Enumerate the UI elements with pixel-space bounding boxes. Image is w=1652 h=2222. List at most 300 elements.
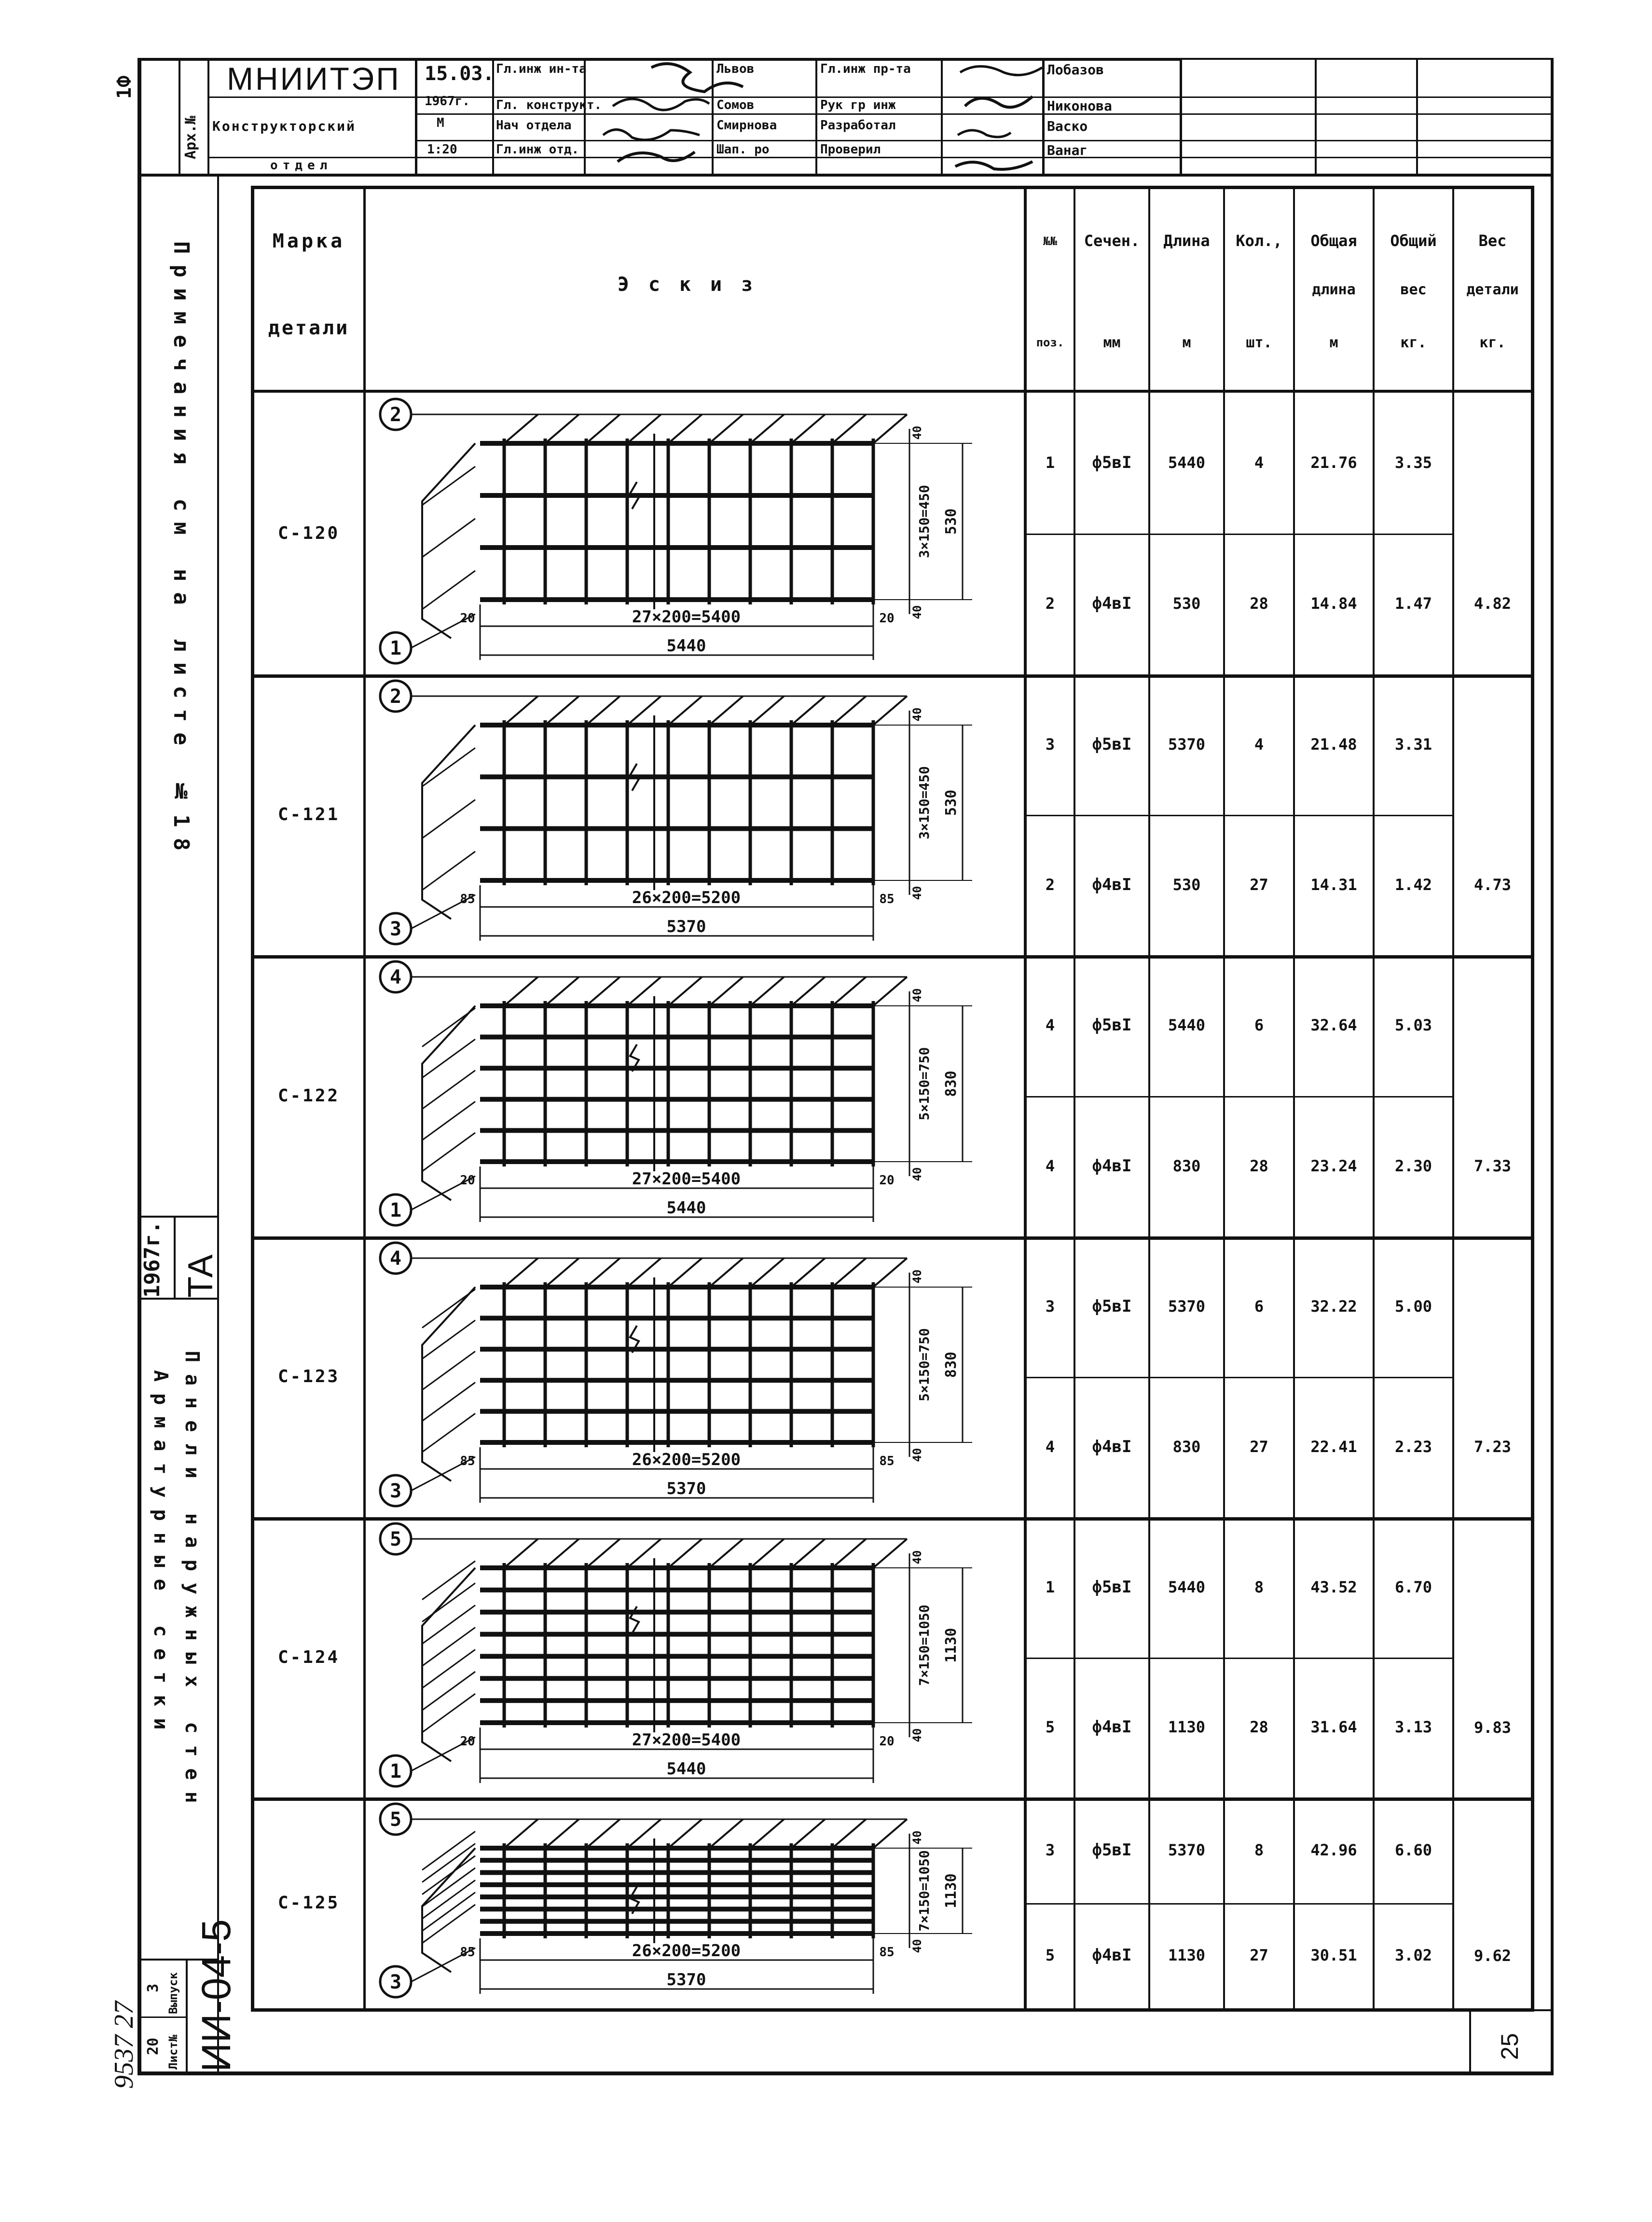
part-mark: С-123 [277, 1367, 340, 1387]
cell-pos: 1 [1045, 1577, 1055, 1596]
top-offset-dimension: 40 [910, 988, 924, 1002]
perspective-line [504, 1539, 538, 1568]
dept-name-2: отдел [270, 158, 332, 173]
header-section: Сечен. [1084, 232, 1140, 250]
total-length-dimension: 5440 [666, 1198, 706, 1218]
spacing-dimension: 26×200=5200 [632, 1941, 741, 1961]
bottom-offset-dimension: 40 [910, 1728, 924, 1742]
cell-pos: 5 [1045, 1946, 1055, 1965]
perspective-line [750, 977, 784, 1006]
cell-tot: 21.76 [1310, 453, 1357, 472]
ta-label: ТА [181, 1254, 220, 1298]
header-total-length: Общая [1310, 232, 1357, 250]
cell-pos: 4 [1045, 1437, 1055, 1456]
cell-tot: 43.52 [1310, 1577, 1357, 1596]
spacing-dimension: 27×200=5400 [632, 1169, 741, 1189]
position-callout-bottom [380, 1475, 411, 1506]
perspective-line [668, 1819, 702, 1848]
edge-dimension-right: 85 [879, 1945, 895, 1960]
cell-qty: 4 [1254, 453, 1264, 472]
header-total-weight-unit: кг. [1400, 334, 1427, 351]
edge-dimension-right: 20 [879, 611, 895, 626]
org-name: МНИИТЭП [227, 61, 401, 96]
name-2-4: Ванаг [1047, 142, 1088, 158]
cell-qty: 6 [1254, 1016, 1264, 1035]
side-diagonal [422, 1133, 475, 1171]
part-weight: 4.73 [1473, 875, 1512, 894]
side-diagonal [422, 1672, 475, 1710]
side-diagonal [422, 1649, 475, 1688]
name-2-3: Васко [1047, 118, 1088, 134]
callout-number: 1 [389, 1760, 402, 1783]
header-qty: Кол., [1236, 232, 1282, 250]
page-number: 25 [1496, 2033, 1523, 2060]
mesh-height-dimension: 830 [943, 1351, 960, 1378]
sheet-label: Лист№ [166, 2034, 180, 2070]
cell-sect: ф5вI [1092, 1015, 1132, 1035]
cell-tot: 14.84 [1310, 594, 1357, 613]
cell-pos: 3 [1045, 735, 1055, 754]
cell-sect: ф5вI [1092, 453, 1132, 473]
position-callout-top [380, 399, 411, 430]
cell-tot: 30.51 [1310, 1946, 1357, 1965]
cell-pos: 1 [1045, 453, 1055, 472]
perspective-line [545, 414, 579, 443]
cell-tot: 32.22 [1310, 1297, 1357, 1316]
perspective-line [791, 696, 825, 725]
cell-tot: 23.24 [1310, 1156, 1357, 1175]
edge-dimension-right: 20 [879, 1173, 895, 1188]
side-diagonal [422, 1351, 475, 1390]
cell-sect: ф4вI [1092, 1946, 1132, 1965]
cell-len: 1130 [1168, 1946, 1206, 1965]
cell-pos: 2 [1045, 594, 1055, 613]
perspective-line [750, 1539, 784, 1568]
frame-bottom-line [138, 2071, 1554, 2075]
cell-tot: 14.31 [1310, 875, 1357, 894]
position-callout-top [380, 961, 411, 992]
bottom-offset-dimension: 40 [910, 1167, 924, 1181]
part-weight: 9.62 [1473, 1946, 1512, 1965]
cell-sect: ф4вI [1092, 594, 1132, 614]
part-mark: С-121 [277, 805, 340, 825]
cell-len: 5370 [1168, 735, 1206, 754]
corner-sign: 1Ф [113, 75, 136, 99]
side-diagonal [422, 1320, 475, 1359]
side-diagonal [422, 1561, 475, 1600]
side-diagonal [422, 800, 475, 838]
header-total-length-unit: м [1329, 334, 1338, 351]
perspective-line [832, 1819, 866, 1848]
cell-qty: 8 [1254, 1577, 1264, 1596]
cell-sect: ф4вI [1092, 1717, 1132, 1737]
perspective-line [709, 977, 743, 1006]
cell-len: 5370 [1168, 1840, 1206, 1859]
cell-sect: ф5вI [1092, 734, 1132, 754]
name-2-2: Никонова [1047, 98, 1112, 114]
bottom-offset-dimension: 40 [910, 1448, 924, 1462]
cell-pos: 3 [1045, 1297, 1055, 1316]
mesh-height-dimension: 1130 [943, 1628, 960, 1663]
perspective-line [832, 1258, 866, 1287]
spacing-dimension: 27×200=5400 [632, 607, 741, 627]
side-diagonal [422, 1583, 475, 1622]
cell-tot: 32.64 [1310, 1016, 1357, 1035]
perspective-line [791, 1258, 825, 1287]
perspective-line [627, 414, 661, 443]
top-offset-dimension: 40 [910, 1550, 924, 1564]
perspective-line [504, 696, 538, 725]
side-diagonal [422, 1880, 475, 1919]
callout-number: 5 [389, 1809, 402, 1831]
perspective-line [586, 1819, 620, 1848]
cell-pos: 3 [1045, 1840, 1055, 1859]
perspective-line [545, 1539, 579, 1568]
perspective-line [627, 1819, 661, 1848]
bar-spacing-dimension: 5×150=750 [916, 1328, 932, 1401]
mesh-sketch [367, 1520, 1023, 1795]
bottom-offset-dimension: 40 [910, 605, 924, 619]
mesh-sketch [367, 1239, 1023, 1515]
header-mark-2: детали [268, 317, 350, 339]
spacing-dimension: 26×200=5200 [632, 1450, 741, 1469]
side-edge [422, 1568, 475, 1761]
perspective-line [750, 414, 784, 443]
stamp-date: 15.03. [425, 63, 495, 85]
perspective-line [627, 696, 661, 725]
perspective-line [709, 1258, 743, 1287]
perspective-line [709, 1819, 743, 1848]
cell-tot: 22.41 [1310, 1437, 1357, 1456]
cell-w: 3.02 [1394, 1946, 1432, 1965]
cell-w: 3.31 [1394, 735, 1432, 754]
bar-spacing-dimension: 5×150=750 [916, 1047, 932, 1121]
part-weight: 7.33 [1473, 1157, 1512, 1176]
edge-dimension-left: 85 [460, 892, 475, 906]
perspective-line [832, 414, 866, 443]
perspective-line [750, 1819, 784, 1848]
perspective-line [586, 977, 620, 1006]
perspective-line [832, 977, 866, 1006]
cell-tot: 42.96 [1310, 1840, 1357, 1859]
cell-len: 5440 [1168, 453, 1206, 472]
side-diagonal [422, 1008, 475, 1047]
perspective-line [873, 696, 907, 725]
bar-spacing-dimension: 3×150=450 [916, 766, 932, 839]
side-diagonal [422, 1070, 475, 1109]
cell-sect: ф5вI [1092, 1296, 1132, 1316]
cell-qty: 27 [1250, 875, 1268, 894]
cell-pos: 4 [1045, 1016, 1055, 1035]
callout-number: 5 [389, 1528, 402, 1550]
role-2-1: Гл.инж пр-та [820, 62, 911, 76]
header-qty-unit: шт. [1246, 334, 1272, 351]
total-length-dimension: 5370 [666, 917, 706, 936]
callout-number: 3 [389, 1971, 402, 1993]
perspective-line [586, 696, 620, 725]
cell-w: 1.42 [1394, 875, 1432, 894]
callout-number: 3 [389, 1480, 402, 1502]
perspective-line [668, 414, 702, 443]
cell-len: 1130 [1168, 1718, 1206, 1737]
perspective-line [545, 1819, 579, 1848]
header-mark: Марка [272, 230, 345, 252]
role-1-2: Гл. конструкт. [496, 98, 602, 112]
position-callout-bottom [380, 913, 411, 944]
edge-dimension-left: 20 [460, 1173, 475, 1188]
header-pos-2: поз. [1036, 335, 1064, 349]
cell-sect: ф5вI [1092, 1840, 1132, 1860]
top-offset-dimension: 40 [910, 707, 924, 722]
perspective-line [709, 1539, 743, 1568]
cell-w: 6.60 [1394, 1840, 1432, 1859]
side-diagonal [422, 1039, 475, 1078]
sheet-number: 20 [145, 2037, 162, 2055]
issue-number: 3 [145, 1983, 162, 1992]
name-1-4: Шап. ро [716, 142, 770, 157]
spacing-dimension: 27×200=5400 [632, 1730, 741, 1750]
cell-sect: ф4вI [1092, 875, 1132, 894]
header-total-weight-2: вес [1400, 281, 1427, 298]
position-callout-top [380, 1243, 411, 1274]
perspective-line [586, 1258, 620, 1287]
cell-qty: 6 [1254, 1297, 1264, 1316]
bar-spacing-dimension: 7×150=1050 [916, 1850, 932, 1932]
header-length: Длина [1163, 232, 1210, 250]
side-diagonal [422, 1831, 475, 1870]
part-mark: С-122 [277, 1085, 340, 1106]
role-1-4: Гл.инж отд. [496, 142, 579, 157]
cell-w: 1.47 [1394, 594, 1432, 613]
side-diagonal [422, 1289, 475, 1328]
callout-number: 2 [389, 404, 402, 426]
cell-len: 5440 [1168, 1016, 1206, 1035]
side-diagonal [422, 1413, 475, 1452]
name-1-3: Смирнова [716, 118, 777, 133]
cell-w: 3.13 [1394, 1718, 1432, 1737]
position-callout-bottom [380, 1756, 411, 1786]
perspective-line [545, 977, 579, 1006]
ta-year: 1967г. [140, 1221, 165, 1298]
header-sketch: Эскиз [617, 274, 772, 296]
cell-w: 5.00 [1394, 1297, 1432, 1316]
mesh-sketch [367, 677, 1023, 953]
frame-right-line [1551, 58, 1554, 2074]
cell-sect: ф4вI [1092, 1156, 1132, 1176]
position-callout-bottom [380, 1966, 411, 1997]
perspective-line [504, 977, 538, 1006]
mesh-sketch [367, 958, 1023, 1234]
callout-number: 2 [389, 686, 402, 708]
total-length-dimension: 5370 [666, 1479, 706, 1498]
side-diagonal [422, 1905, 475, 1943]
cell-tot: 31.64 [1310, 1718, 1357, 1737]
side-diagonal [422, 851, 475, 890]
perspective-line [873, 1539, 907, 1568]
cell-w: 5.03 [1394, 1016, 1432, 1035]
bottom-offset-dimension: 40 [910, 886, 924, 900]
part-weight: 9.83 [1473, 1718, 1512, 1737]
perspective-line [668, 1539, 702, 1568]
top-offset-dimension: 40 [910, 425, 924, 440]
edge-dimension-left: 20 [460, 611, 475, 626]
archive-label: Арх.№ [182, 115, 199, 159]
role-2-2: Рук гр инж [820, 98, 896, 112]
role-1-3: Нач отдела [496, 118, 572, 133]
side-diagonal [422, 1627, 475, 1666]
sheet-title-2: Арматурные сетки [150, 1370, 172, 1742]
spacing-dimension: 26×200=5200 [632, 888, 741, 907]
perspective-line [873, 1258, 907, 1287]
frame-top-line [138, 174, 1554, 177]
cell-qty: 8 [1254, 1840, 1264, 1859]
callout-number: 4 [389, 1248, 402, 1270]
cell-len: 530 [1172, 594, 1201, 613]
side-diagonal [422, 571, 475, 609]
side-diagonal [422, 1101, 475, 1140]
header-pos: №№ [1043, 234, 1057, 248]
perspective-line [668, 1258, 702, 1287]
mesh-sketch [367, 1800, 1023, 2006]
cell-sect: ф4вI [1092, 1437, 1132, 1456]
perspective-line [545, 696, 579, 725]
cell-qty: 28 [1250, 1156, 1268, 1175]
cell-qty: 4 [1254, 735, 1264, 754]
scale-label: М [437, 116, 444, 130]
callout-number: 1 [389, 637, 402, 659]
position-callout-bottom [380, 632, 411, 663]
perspective-line [873, 977, 907, 1006]
top-offset-dimension: 40 [910, 1830, 924, 1845]
part-weight: 7.23 [1473, 1437, 1512, 1456]
bottom-offset-dimension: 40 [910, 1939, 924, 1953]
perspective-line [750, 1258, 784, 1287]
doc-code: ИИ-04-5 [193, 1919, 239, 2072]
dept-name: Конструкторский [212, 118, 356, 134]
stamp-year: 1967г. [425, 94, 470, 109]
cell-w: 2.23 [1394, 1437, 1432, 1456]
total-length-dimension: 5370 [666, 1970, 706, 1989]
scale-value: 1:20 [427, 142, 457, 157]
signatures [584, 58, 1182, 174]
cell-len: 5440 [1168, 1577, 1206, 1596]
position-callout-bottom [380, 1194, 411, 1225]
cell-w: 2.30 [1394, 1156, 1432, 1175]
perspective-line [504, 1258, 538, 1287]
cell-qty: 28 [1250, 1718, 1268, 1737]
perspective-line [873, 414, 907, 443]
perspective-line [709, 696, 743, 725]
total-length-dimension: 5440 [666, 1759, 706, 1779]
perspective-line [627, 977, 661, 1006]
notes-reference: Примечания см на листе №18 [169, 241, 193, 862]
cell-tot: 21.48 [1310, 735, 1357, 754]
perspective-line [832, 696, 866, 725]
cell-len: 830 [1172, 1437, 1201, 1456]
perspective-line [791, 414, 825, 443]
header-section-unit: мм [1103, 334, 1121, 351]
archive-number: 9537 27 [109, 2001, 139, 2089]
mesh-height-dimension: 830 [943, 1070, 960, 1097]
perspective-line [627, 1539, 661, 1568]
perspective-line [586, 414, 620, 443]
page-box-line [1469, 2009, 1471, 2074]
cell-len: 5370 [1168, 1297, 1206, 1316]
perspective-line [709, 414, 743, 443]
edge-dimension-left: 20 [460, 1734, 475, 1749]
name-1-1: Львов [716, 62, 755, 76]
edge-dimension-right: 85 [879, 1454, 895, 1468]
side-diagonal [422, 1383, 475, 1421]
perspective-line [504, 414, 538, 443]
perspective-line [545, 1258, 579, 1287]
header-part-weight-2: детали [1466, 281, 1519, 298]
issue-label: Выпуск [166, 1972, 180, 2014]
cell-qty: 27 [1250, 1437, 1268, 1456]
role-1-1: Гл.инж ин-та [496, 62, 587, 76]
perspective-line [627, 1258, 661, 1287]
cell-qty: 28 [1250, 594, 1268, 613]
callout-number: 1 [389, 1199, 402, 1221]
role-2-4: Проверил [820, 142, 881, 157]
perspective-line [586, 1539, 620, 1568]
perspective-line [668, 696, 702, 725]
part-weight: 4.82 [1473, 594, 1512, 613]
sheet-title-1: Панели наружных стен [181, 1351, 203, 1815]
perspective-line [873, 1819, 907, 1848]
cell-w: 3.35 [1394, 453, 1432, 472]
header-total-length-2: длина [1312, 281, 1356, 298]
header-part-weight: Вес [1478, 232, 1507, 250]
edge-dimension-left: 85 [460, 1454, 475, 1468]
name-2-1: Лобазов [1047, 62, 1104, 78]
cell-len: 530 [1172, 875, 1201, 894]
bar-spacing-dimension: 3×150=450 [916, 485, 932, 558]
side-diagonal [422, 519, 475, 557]
cell-pos: 5 [1045, 1718, 1055, 1737]
header-total-weight: Общий [1390, 232, 1437, 250]
perspective-line [791, 977, 825, 1006]
callout-number: 3 [389, 918, 402, 940]
header-part-weight-unit: кг. [1479, 334, 1506, 351]
edge-dimension-right: 85 [879, 892, 895, 906]
cell-w: 6.70 [1394, 1577, 1432, 1596]
callout-number: 4 [389, 966, 402, 988]
cell-qty: 27 [1250, 1946, 1268, 1965]
top-offset-dimension: 40 [910, 1269, 924, 1284]
frame-left-line [138, 58, 141, 2074]
position-callout-top [380, 1804, 411, 1835]
perspective-line [750, 696, 784, 725]
part-mark: С-124 [277, 1647, 340, 1667]
part-mark: С-120 [277, 523, 340, 544]
position-callout-top [380, 681, 411, 712]
name-1-2: Сомов [716, 98, 755, 112]
edge-dimension-right: 20 [879, 1734, 895, 1749]
position-callout-top [380, 1523, 411, 1554]
mesh-sketch [367, 395, 1023, 672]
cell-pos: 2 [1045, 875, 1055, 894]
perspective-line [791, 1819, 825, 1848]
cell-sect: ф5вI [1092, 1577, 1132, 1597]
cell-pos: 4 [1045, 1156, 1055, 1175]
part-mark: С-125 [277, 1893, 340, 1913]
header-length-unit: м [1182, 334, 1191, 351]
side-diagonal [422, 1868, 475, 1907]
cell-len: 830 [1172, 1156, 1201, 1175]
perspective-line [832, 1539, 866, 1568]
side-diagonal [422, 1856, 475, 1894]
